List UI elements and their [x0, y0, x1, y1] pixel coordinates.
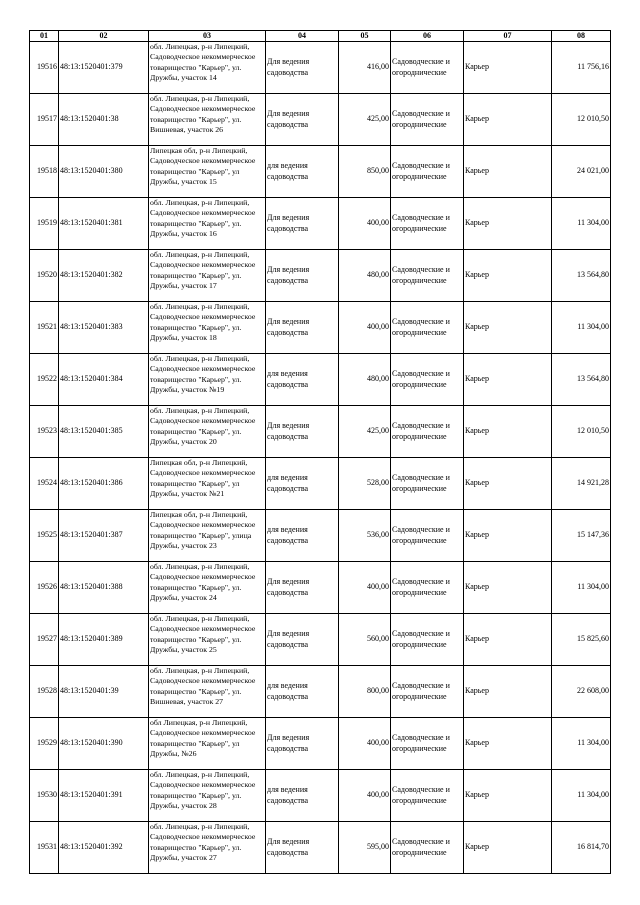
cadastral-number-cell: 48:13:1520401:390	[59, 718, 149, 770]
cadastral-number-cell: 48:13:1520401:39	[59, 666, 149, 718]
address-text: обл. Липецкая, р-н Липецкий, Садоводческое некоммерческое товарищество "Карьер", ул. Дружбы, участок 24	[150, 562, 256, 603]
area-cell: 400,00	[339, 198, 391, 250]
permitted-use-cell: Для ведения садоводства	[266, 94, 339, 146]
permitted-use-cell: Для ведения садоводства	[266, 718, 339, 770]
address-cell	[149, 354, 266, 406]
cadastral-number-cell: 48:13:1520401:383	[59, 302, 149, 354]
cadastral-number-cell: 48:13:1520401:380	[59, 146, 149, 198]
area-cell: 400,00	[339, 302, 391, 354]
organization-name-cell: Карьер	[464, 822, 552, 874]
land-category-cell: Садоводческие и огороднические	[391, 406, 464, 458]
table-body	[30, 42, 611, 874]
land-category-cell: Садоводческие и огороднические	[391, 822, 464, 874]
permitted-use-cell: для ведения садоводства	[266, 146, 339, 198]
table-row	[30, 94, 611, 146]
organization-name-cell: Карьер	[464, 94, 552, 146]
area-cell: 850,00	[339, 146, 391, 198]
land-category-cell: Садоводческие и огороднические	[391, 562, 464, 614]
cadastral-value-cell: 12 010,50	[552, 94, 611, 146]
cadastral-value-cell: 11 304,00	[552, 718, 611, 770]
cadastral-number-cell: 48:13:1520401:381	[59, 198, 149, 250]
row-number-cell: 19527	[30, 614, 59, 666]
address-text: обл. Липецкая, р-н Липецкий, Садоводческое некоммерческое товарищество "Карьер", ул. Дружбы, участок 25	[150, 614, 256, 655]
permitted-use-cell: Для ведения садоводства	[266, 822, 339, 874]
permitted-use-cell: Для ведения садоводства	[266, 302, 339, 354]
organization-name-cell: Карьер	[464, 250, 552, 302]
header-col-07: 07	[464, 31, 552, 42]
cadastral-number-cell: 48:13:1520401:391	[59, 770, 149, 822]
organization-name-cell: Карьер	[464, 510, 552, 562]
organization-name-cell: Карьер	[464, 354, 552, 406]
address-cell	[149, 510, 266, 562]
land-category-cell: Садоводческие и огороднические	[391, 198, 464, 250]
row-number-cell: 19521	[30, 302, 59, 354]
address-cell	[149, 666, 266, 718]
address-cell	[149, 250, 266, 302]
row-number-cell: 19523	[30, 406, 59, 458]
table-row	[30, 406, 611, 458]
cadastral-value-cell: 15 825,60	[552, 614, 611, 666]
permitted-use-cell: для ведения садоводства	[266, 458, 339, 510]
address-cell	[149, 822, 266, 874]
area-cell: 425,00	[339, 94, 391, 146]
address-text: обл. Липецкая, р-н Липецкий, Садоводческое некоммерческое товарищество "Карьер", ул. Дружбы, участок №19	[150, 354, 256, 395]
area-cell: 400,00	[339, 770, 391, 822]
cadastral-number-cell: 48:13:1520401:384	[59, 354, 149, 406]
header-col-02: 02	[59, 31, 149, 42]
area-cell: 595,00	[339, 822, 391, 874]
row-number-cell: 19519	[30, 198, 59, 250]
land-category-cell: Садоводческие и огороднические	[391, 718, 464, 770]
area-cell: 536,00	[339, 510, 391, 562]
permitted-use-cell: для ведения садоводства	[266, 666, 339, 718]
header-row	[30, 31, 611, 42]
cadastral-value-cell: 11 304,00	[552, 198, 611, 250]
table-row	[30, 198, 611, 250]
table-row	[30, 666, 611, 718]
table-row	[30, 250, 611, 302]
area-cell: 560,00	[339, 614, 391, 666]
row-number-cell: 19525	[30, 510, 59, 562]
cadastral-number-cell: 48:13:1520401:392	[59, 822, 149, 874]
cadastral-value-cell: 13 564,80	[552, 354, 611, 406]
address-text: обл. Липецкая, р-н Липецкий, Садоводческое некоммерческое товарищество "Карьер", ул. Дружбы, участок 27	[150, 822, 256, 863]
address-text: обл. Липецкая, р-н Липецкий, Садоводческое некоммерческое товарищество "Карьер", ул. Вишневая, участок 26	[150, 94, 256, 135]
cadastral-number-cell: 48:13:1520401:385	[59, 406, 149, 458]
address-text: Липецкая обл, р-н Липецкий, Садоводческое некоммерческое товарищество "Карьер", ул Дружбы, участок №21	[150, 458, 256, 499]
organization-name-cell: Карьер	[464, 198, 552, 250]
header-col-04: 04	[266, 31, 339, 42]
cadastral-number-cell: 48:13:1520401:387	[59, 510, 149, 562]
address-text: обл. Липецкая, р-н Липецкий, Садоводческое некоммерческое товарищество "Карьер", ул. Дружбы, участок 14	[150, 42, 256, 83]
table-row	[30, 822, 611, 874]
organization-name-cell: Карьер	[464, 406, 552, 458]
cadastral-value-cell: 12 010,50	[552, 406, 611, 458]
header-col-08: 08	[552, 31, 611, 42]
area-cell: 400,00	[339, 562, 391, 614]
header-col-01: 01	[30, 31, 59, 42]
land-category-cell: Садоводческие и огороднические	[391, 614, 464, 666]
cadastral-value-cell: 11 304,00	[552, 770, 611, 822]
address-text: Липецкая обл, р-н Липецкий, Садоводческое некоммерческое товарищество "Карьер", ул Дружбы, участок 15	[150, 146, 256, 187]
row-number-cell: 19517	[30, 94, 59, 146]
organization-name-cell: Карьер	[464, 458, 552, 510]
cadastral-number-cell: 48:13:1520401:388	[59, 562, 149, 614]
table-row	[30, 718, 611, 770]
address-cell	[149, 458, 266, 510]
header-col-03: 03	[149, 31, 266, 42]
address-cell	[149, 718, 266, 770]
land-category-cell: Садоводческие и огороднические	[391, 770, 464, 822]
row-number-cell: 19524	[30, 458, 59, 510]
row-number-cell: 19529	[30, 718, 59, 770]
permitted-use-cell: Для ведения садоводства	[266, 614, 339, 666]
table-row	[30, 302, 611, 354]
land-category-cell: Садоводческие и огороднические	[391, 42, 464, 94]
address-cell	[149, 302, 266, 354]
organization-name-cell: Карьер	[464, 770, 552, 822]
land-category-cell: Садоводческие и огороднические	[391, 510, 464, 562]
table-row	[30, 562, 611, 614]
row-number-cell: 19518	[30, 146, 59, 198]
cadastral-number-cell: 48:13:1520401:382	[59, 250, 149, 302]
table-row	[30, 146, 611, 198]
permitted-use-cell: Для ведения садоводства	[266, 562, 339, 614]
address-cell	[149, 406, 266, 458]
land-category-cell: Садоводческие и огороднические	[391, 250, 464, 302]
cadastral-value-cell: 15 147,36	[552, 510, 611, 562]
permitted-use-cell: Для ведения садоводства	[266, 42, 339, 94]
organization-name-cell: Карьер	[464, 718, 552, 770]
cadastral-number-cell: 48:13:1520401:389	[59, 614, 149, 666]
area-cell: 480,00	[339, 354, 391, 406]
area-cell: 416,00	[339, 42, 391, 94]
permitted-use-cell: Для ведения садоводства	[266, 250, 339, 302]
land-category-cell: Садоводческие и огороднические	[391, 666, 464, 718]
land-category-cell: Садоводческие и огороднические	[391, 458, 464, 510]
cadastral-number-cell: 48:13:1520401:386	[59, 458, 149, 510]
organization-name-cell: Карьер	[464, 302, 552, 354]
organization-name-cell: Карьер	[464, 666, 552, 718]
row-number-cell: 19528	[30, 666, 59, 718]
organization-name-cell: Карьер	[464, 614, 552, 666]
land-category-cell: Садоводческие и огороднические	[391, 94, 464, 146]
permitted-use-cell: для ведения садоводства	[266, 770, 339, 822]
cadastral-value-cell: 22 608,00	[552, 666, 611, 718]
cadastral-number-cell: 48:13:1520401:38	[59, 94, 149, 146]
table-row	[30, 614, 611, 666]
table-row	[30, 458, 611, 510]
permitted-use-cell: Для ведения садоводства	[266, 198, 339, 250]
area-cell: 480,00	[339, 250, 391, 302]
row-number-cell: 19520	[30, 250, 59, 302]
address-text: обл. Липецкая, р-н Липецкий, Садоводческое некоммерческое товарищество "Карьер", ул. Вишневая, участок 27	[150, 666, 256, 707]
table-row	[30, 354, 611, 406]
address-cell	[149, 562, 266, 614]
address-cell	[149, 42, 266, 94]
row-number-cell: 19516	[30, 42, 59, 94]
address-text: обл. Липецкая, р-н Липецкий, Садоводческое некоммерческое товарищество "Карьер", ул. Дружбы, участок 18	[150, 302, 256, 343]
area-cell: 400,00	[339, 718, 391, 770]
cadastral-value-cell: 16 814,70	[552, 822, 611, 874]
address-text: обл. Липецкая, р-н Липецкий, Садоводческое некоммерческое товарищество "Карьер", ул. Дружбы, участок 16	[150, 198, 256, 239]
row-number-cell: 19526	[30, 562, 59, 614]
address-text: обл. Липецкая, р-н Липецкий, Садоводческое некоммерческое товарищество "Карьер", ул. Дружбы, участок 17	[150, 250, 256, 291]
organization-name-cell: Карьер	[464, 562, 552, 614]
cadastral-value-cell: 14 921,28	[552, 458, 611, 510]
area-cell: 800,00	[339, 666, 391, 718]
address-cell	[149, 94, 266, 146]
address-text: обл. Липецкая, р-н Липецкий, Садоводческое некоммерческое товарищество "Карьер", ул. Дружбы, участок 28	[150, 770, 256, 811]
address-cell	[149, 770, 266, 822]
permitted-use-cell: для ведения садоводства	[266, 354, 339, 406]
cadastral-value-cell: 11 756,16	[552, 42, 611, 94]
cadastral-value-cell: 13 564,80	[552, 250, 611, 302]
address-cell	[149, 614, 266, 666]
land-category-cell: Садоводческие и огороднические	[391, 354, 464, 406]
header-col-06: 06	[391, 31, 464, 42]
table-row	[30, 770, 611, 822]
address-cell	[149, 198, 266, 250]
cadastral-table	[29, 30, 611, 874]
address-text: Липецкая обл, р-н Липецкий, Садоводческое некоммерческое товарищество "Карьер", улица Дружбы, участок 23	[150, 510, 256, 551]
organization-name-cell: Карьер	[464, 42, 552, 94]
organization-name-cell: Карьер	[464, 146, 552, 198]
address-cell	[149, 146, 266, 198]
row-number-cell: 19530	[30, 770, 59, 822]
permitted-use-cell: для ведения садоводства	[266, 510, 339, 562]
land-category-cell: Садоводческие и огороднические	[391, 146, 464, 198]
address-text: обл Липецкая, р-н Липецкий, Садоводческое некоммерческое товарищество "Карьер", ул Дружбы, №26	[150, 718, 256, 759]
header-col-05: 05	[339, 31, 391, 42]
land-category-cell: Садоводческие и огороднические	[391, 302, 464, 354]
address-text: обл. Липецкая, р-н Липецкий, Садоводческое некоммерческое товарищество "Карьер", ул. Дружбы, участок 20	[150, 406, 256, 447]
cadastral-number-cell: 48:13:1520401:379	[59, 42, 149, 94]
table-row	[30, 42, 611, 94]
area-cell: 528,00	[339, 458, 391, 510]
cadastral-value-cell: 11 304,00	[552, 562, 611, 614]
cadastral-value-cell: 24 021,00	[552, 146, 611, 198]
cadastral-value-cell: 11 304,00	[552, 302, 611, 354]
row-number-cell: 19531	[30, 822, 59, 874]
table-row	[30, 510, 611, 562]
permitted-use-cell: Для ведения садоводства	[266, 406, 339, 458]
row-number-cell: 19522	[30, 354, 59, 406]
area-cell: 425,00	[339, 406, 391, 458]
